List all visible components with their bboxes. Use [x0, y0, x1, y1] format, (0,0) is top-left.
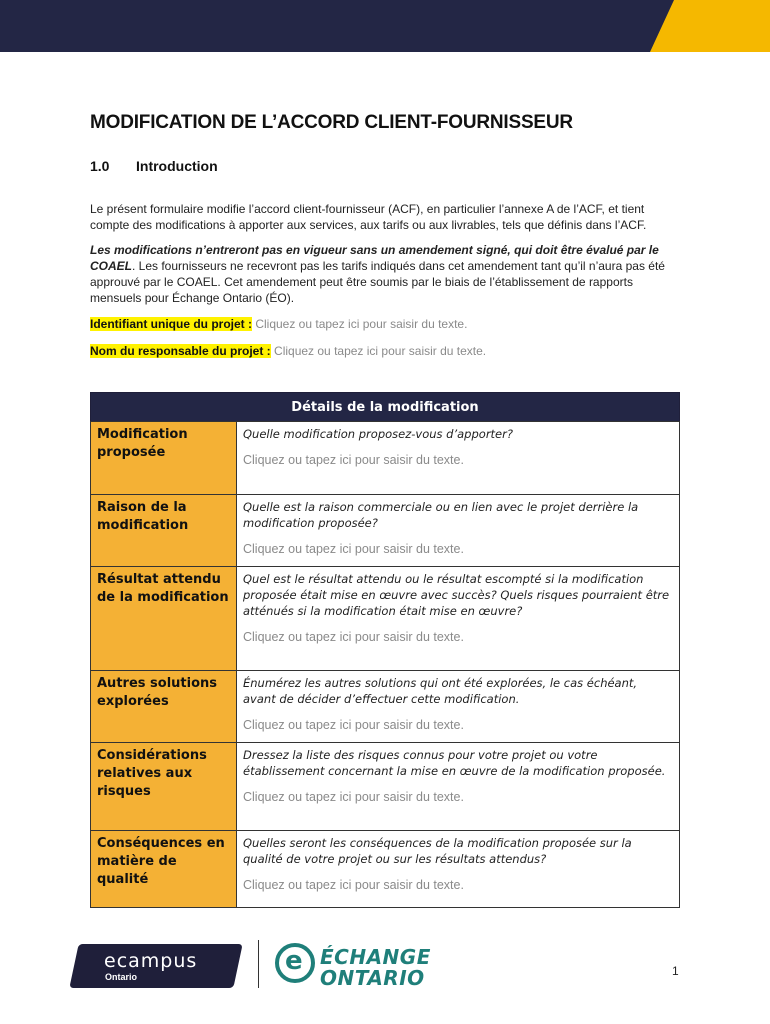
notice-paragraph — [90, 242, 678, 306]
row-content — [237, 743, 680, 831]
row-input[interactable]: Cliquez ou tapez ici pour saisir du texte. — [243, 630, 464, 644]
table-row — [91, 567, 680, 671]
row-label: Conséquences en matière de qualité — [91, 831, 237, 908]
row-question: Quelle est la raison commerciale ou en lien avec le projet derrière la modification proposée? — [243, 500, 639, 530]
row-content — [237, 831, 680, 908]
echange-logo-mark: e — [285, 946, 303, 976]
project-id-label: Identifiant unique du projet : — [90, 317, 252, 331]
project-id-field — [90, 317, 467, 331]
row-question: Quel est le résultat attendu ou le résultat escompté si la modification proposée était mise en œuvre avec succès? Quels risques pourraient être atténués si la modification était mise en œuvre? — [243, 572, 670, 618]
project-lead-label: Nom du responsable du projet : — [90, 344, 271, 358]
echange-logo-line2: ONTARIO — [320, 966, 425, 990]
ecampus-logo-sub: Ontario — [105, 972, 138, 982]
document-title: MODIFICATION DE L’ACCORD CLIENT-FOURNISSEUR — [90, 112, 573, 133]
row-label: Raison de la modification — [91, 495, 237, 567]
intro-paragraph: Le présent formulaire modifie l’accord client-fournisseur (ACF), en particulier l’annexe A de l’ACF, et tient compte des modifications à apporter aux services, aux tarifs ou aux livrables, tels que définis dans l’ACF. — [90, 202, 647, 232]
row-question: Dressez la liste des risques connus pour votre projet ou votre établissement concernant la mise en œuvre de la modification proposée. — [243, 748, 666, 778]
row-input[interactable]: Cliquez ou tapez ici pour saisir du texte. — [243, 718, 464, 732]
footer-divider — [258, 940, 259, 988]
echange-logo-line1: ÉCHANGE — [320, 945, 431, 969]
notice-text: . Les fournisseurs ne recevront pas les tarifs indiqués dans cet amendement tant qu’il n’aura pas été approuvé par le COAEL. Cet amendement peut être soumis par le biais de l’établissement de rapports mensuels pour Échange Ontario (ÉO). — [90, 259, 665, 305]
page-number: 1 — [672, 964, 679, 978]
row-label: Modification proposée — [91, 422, 237, 495]
row-label: Considérations relatives aux risques — [91, 743, 237, 831]
row-label: Autres solutions explorées — [91, 671, 237, 743]
section-heading — [90, 158, 218, 174]
ecampus-logo-text: ecampus — [104, 950, 198, 972]
section-number: 1.0 — [90, 158, 110, 174]
table-row — [91, 422, 680, 495]
project-id-input[interactable]: Cliquez ou tapez ici pour saisir du texte. — [255, 317, 468, 331]
row-question: Quelle modification proposez-vous d’apporter? — [243, 427, 513, 441]
project-lead-field — [90, 344, 486, 358]
row-content — [237, 671, 680, 743]
row-question: Quelles seront les conséquences de la modification proposée sur la qualité de votre projet ou sur les résultats attendus? — [243, 836, 632, 866]
row-input[interactable]: Cliquez ou tapez ici pour saisir du texte. — [243, 542, 464, 556]
table-row — [91, 495, 680, 567]
modification-details-table — [90, 392, 680, 908]
row-content — [237, 567, 680, 671]
table-row — [91, 671, 680, 743]
notice-bold-text: Les modifications n’entreront pas en vigueur sans un amendement signé, qui doit être évalué par le COAEL — [90, 243, 659, 273]
row-input[interactable]: Cliquez ou tapez ici pour saisir du texte. — [243, 790, 464, 804]
row-input[interactable]: Cliquez ou tapez ici pour saisir du texte. — [243, 878, 464, 892]
project-lead-input[interactable]: Cliquez ou tapez ici pour saisir du texte. — [274, 344, 487, 358]
row-label: Résultat attendu de la modification — [91, 567, 237, 671]
table-header: Détails de la modification — [91, 393, 680, 422]
row-question: Énumérez les autres solutions qui ont été explorées, le cas échéant, avant de décider d’effectuer cette modification. — [243, 676, 638, 706]
row-content — [237, 422, 680, 495]
table-row — [91, 831, 680, 908]
table-row — [91, 743, 680, 831]
section-title: Introduction — [136, 158, 218, 174]
row-content — [237, 495, 680, 567]
row-input[interactable]: Cliquez ou tapez ici pour saisir du texte. — [243, 453, 464, 467]
